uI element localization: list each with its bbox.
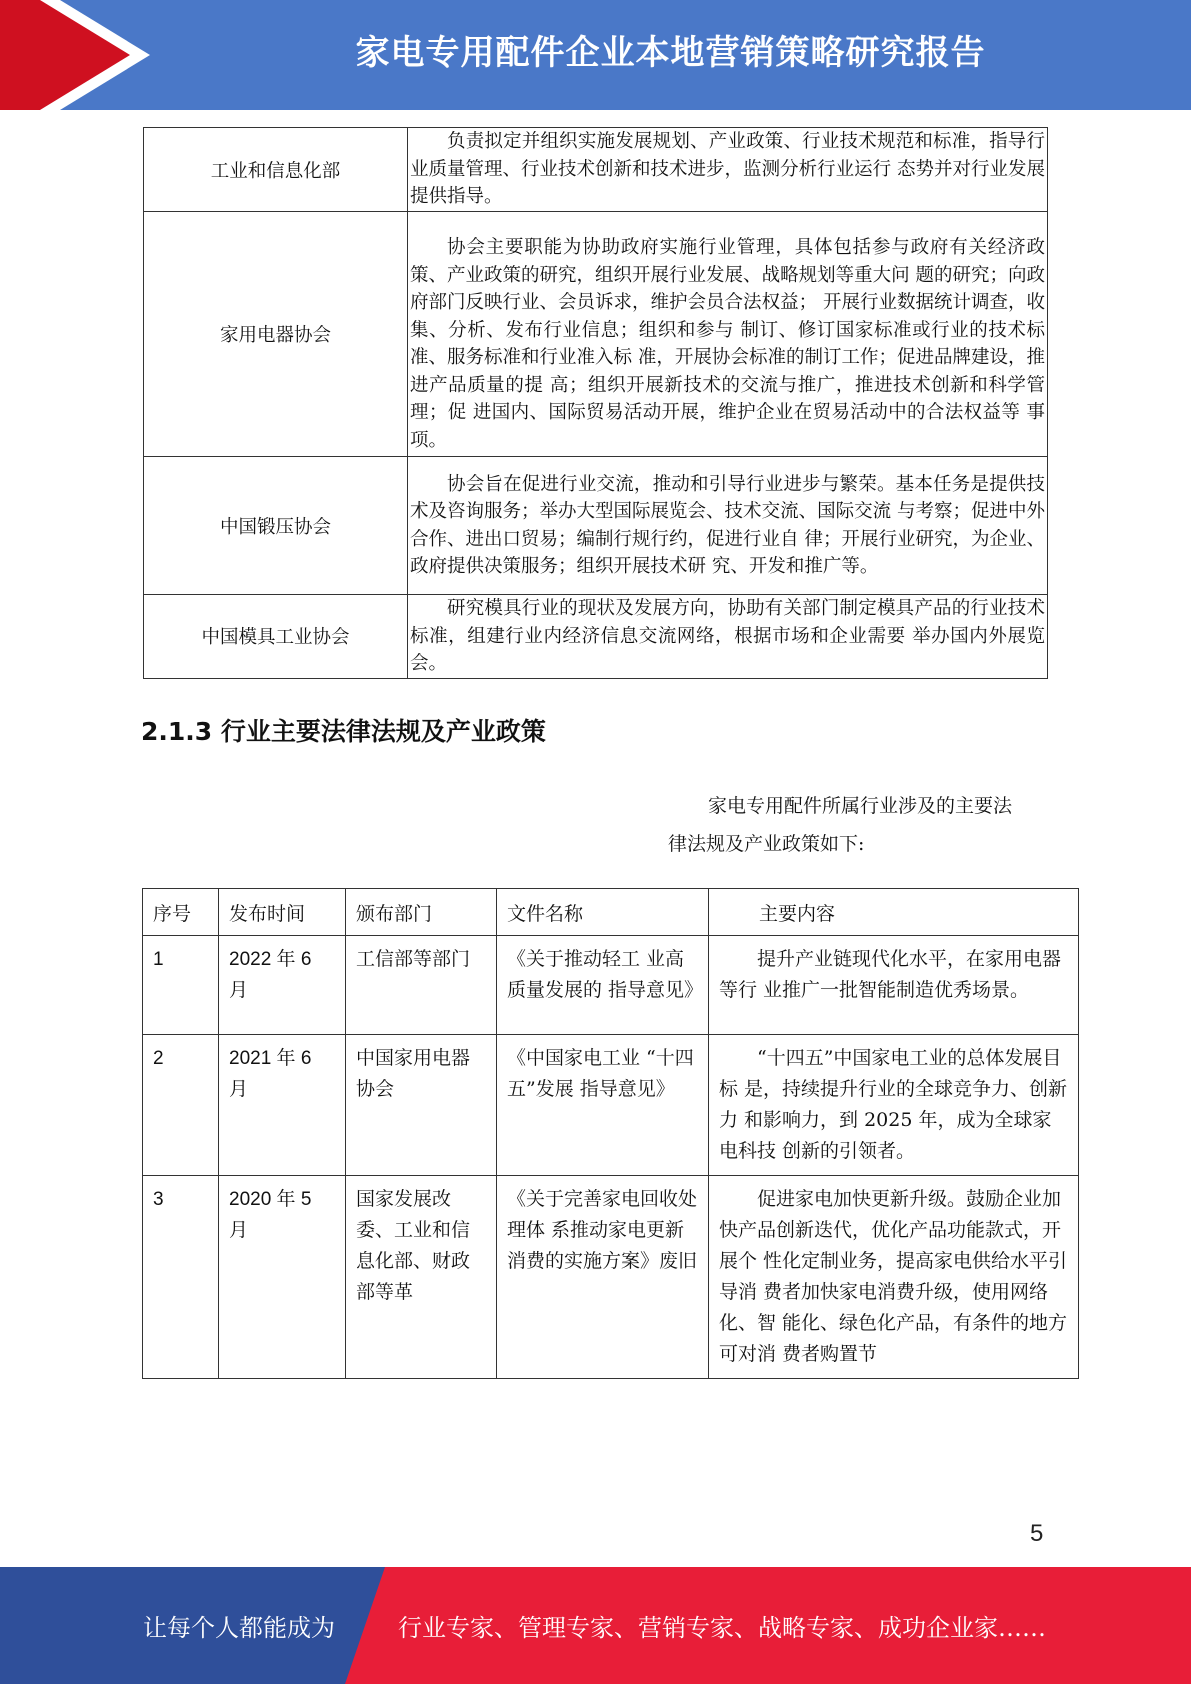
policy-table <box>142 888 1079 1379</box>
cell-date: 2021 年 6 月 <box>219 1035 346 1176</box>
table-row <box>143 936 1079 1035</box>
table-row <box>143 1176 1079 1379</box>
cell-content <box>709 936 1079 1035</box>
table-row <box>144 212 1048 457</box>
footer-slogan-left: 让每个人都能成为 <box>143 1614 335 1642</box>
org-name: 中国模具工业协会 <box>144 595 408 679</box>
section-intro-line-1: 家电专用配件所属行业涉及的主要法 <box>708 795 1013 817</box>
cell-content <box>709 1035 1079 1176</box>
page-footer <box>0 1567 1191 1684</box>
cell-content <box>709 1176 1079 1379</box>
table-row <box>144 595 1048 679</box>
cell-dept: 工信部等部门 <box>346 936 497 1035</box>
cell-content-text: 提升产业链现代化水平，在家用电器等行 业推广一批智能制造优秀场景。 <box>719 948 1062 1001</box>
cell-no: 3 <box>143 1176 219 1379</box>
org-description-text: 研究模具行业的现状及发展方向，协助有关部门制定模具产品的行业技术标准，组建行业内经济信息交流网络，根据市场和企业需要 举办国内外展览会。 <box>410 598 1045 674</box>
cell-doc: 《中国家电工业 “十四五”发展 指导意见》 <box>497 1035 709 1176</box>
org-description-text: 负责拟定并组织实施发展规划、产业政策、行业技术规范和标准，指导行业质量管理、行业技术创新和技术进步，监测分析行业运行 态势并对行业发展提供指导。 <box>410 131 1045 208</box>
cell-content-text: 促进家电加快更新升级。鼓励企业加快产品创新迭代，优化产品功能款式，开展个 性化定制业务，提高家电供给水平引导消 费者加快家电消费升级，使用网络化、智 能化、绿色化产品，有条件的地方可对消 费者购置节 <box>719 1188 1068 1365</box>
org-description <box>408 595 1048 679</box>
org-description-text: 协会旨在促进行业交流，推动和引导行业进步与繁荣。基本任务是提供技术及咨询服务；举办大型国际展览会、技术交流、国际交流 与考察；促进中外合作、进出口贸易；编制行规行约，促进行业自 律；开展行业研究，为企业、政府提供决策服务；组织开展技术研 究、开发和推广等。 <box>410 473 1045 577</box>
org-name: 工业和信息化部 <box>144 128 408 212</box>
section-heading: 2.1.3 行业主要法律法规及产业政策 <box>141 717 546 746</box>
report-title: 家电专用配件企业本地营销策略研究报告 <box>355 33 986 73</box>
org-description <box>408 212 1048 457</box>
org-description <box>408 457 1048 595</box>
header-dept: 颁布部门 <box>346 889 497 936</box>
table-row <box>144 128 1048 212</box>
org-description-text: 协会主要职能为协助政府实施行业管理，具体包括参与政府有关经济政策、产业政策的研究，组织开展行业发展、战略规划等重大问 题的研究；向政府部门反映行业、会员诉求，维护会员合法权益； 开展行业数据统计调查，收集、分析、发布行业信息；组织和参与 制订、修订国家标准或行业的技术标准、服务标准和行业准入标 准，开展协会标准的制订工作；促进品牌建设，推进产品质量的提 高；组织开展新技术的交流与推广，推进技术创新和科学管理；促 进国内、国际贸易活动开展，维护企业在贸易活动中的合法权益等 事项。 <box>410 237 1045 451</box>
cell-dept: 中国家用电器协会 <box>346 1035 497 1176</box>
cell-no: 2 <box>143 1035 219 1176</box>
section-intro-line-2: 律法规及产业政策如下: <box>668 833 865 855</box>
cell-no: 1 <box>143 936 219 1035</box>
header-no: 序号 <box>143 889 219 936</box>
header-content: 主要内容 <box>709 889 1079 936</box>
page-number: 5 <box>1030 1520 1044 1547</box>
footer-slogan-right: 行业专家、管理专家、营销专家、战略专家、成功企业家…… <box>398 1614 1046 1642</box>
header-date: 发布时间 <box>219 889 346 936</box>
table-row <box>143 1035 1079 1176</box>
org-description <box>408 128 1048 212</box>
table-header-row <box>143 889 1079 936</box>
cell-date: 2022 年 6 月 <box>219 936 346 1035</box>
table-row <box>144 457 1048 595</box>
org-name: 中国锻压协会 <box>144 457 408 595</box>
page-header <box>0 0 1191 110</box>
cell-dept: 国家发展改委、工业和信息化部、财政部等革 <box>346 1176 497 1379</box>
regulator-table <box>143 127 1048 679</box>
cell-doc: 《关于推动轻工 业高质量发展的 指导意见》 <box>497 936 709 1035</box>
cell-doc: 《关于完善家电回收处理体 系推动家电更新 消费的实施方案》废旧 <box>497 1176 709 1379</box>
cell-date: 2020 年 5 月 <box>219 1176 346 1379</box>
cell-content-text: “十四五”中国家电工业的总体发展目标 是，持续提升行业的全球竞争力、创新力 和影响力，到 2025 年，成为全球家电科技 创新的引领者。 <box>719 1047 1068 1162</box>
org-name: 家用电器协会 <box>144 212 408 457</box>
header-doc: 文件名称 <box>497 889 709 936</box>
